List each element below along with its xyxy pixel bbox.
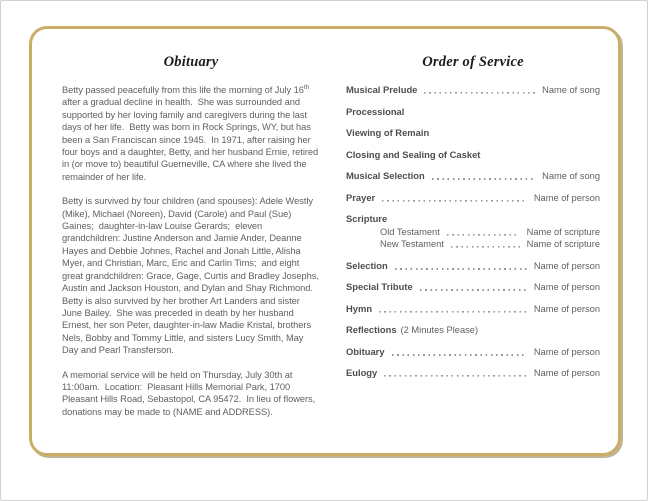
service-list — [346, 84, 600, 379]
service-item-label: Reflections — [346, 324, 397, 335]
service-item-value: Name of scripture — [526, 227, 600, 237]
dotted-leader — [424, 92, 535, 94]
service-item — [346, 106, 600, 118]
service-item-label: Old Testament — [380, 226, 440, 237]
service-item — [346, 149, 600, 161]
obituary-paragraph-1-text: Betty passed peacefully from this life the morning of July 16 — [62, 85, 304, 95]
dotted-leader — [392, 354, 527, 356]
service-item — [346, 213, 600, 225]
dotted-leader — [379, 311, 527, 313]
service-item — [346, 127, 600, 139]
service-item-label: Prayer — [346, 191, 376, 203]
service-item — [346, 260, 600, 272]
obituary-paragraph-2: Betty is survived by four children (and spouses): Adele Westly (Mike), Michael (Noreen), David (Carole) and Paul (Sue) Gaines; daughter-in-law Louise Gerards; eleven grandchildren: Justine Anderson and Jamie Ander, Deanne Hayes and Debbie Johnes, Rachel and Jonah Little, Alisha Myer, and Christian, Marc, Eric and Carlin Tims; and eight great grandchildren: Grace, Gage, Curtis and Bradley Josephs, Austin and Jackson Houston, and Dylan and Shay Richmond. Betty is also survived by her brother Art Landers and sister June Bailey. She was preceded in death by her husband Ernest, her son Peter, daughter-in-law Madie Kristal, brothers Nels, Bobby and Tommy Little, and sisters Lucy Smith, May Day and Pearl Transferson. — [62, 196, 321, 356]
service-item-label: Special Tribute — [346, 281, 413, 292]
service-subitem — [346, 226, 600, 238]
dotted-leader — [432, 178, 535, 180]
service-item-label: Hymn — [346, 302, 373, 314]
obituary-column — [62, 54, 320, 453]
service-item — [346, 84, 600, 96]
service-item-label: Obituary — [346, 345, 385, 357]
ordinal-superscript: th — [303, 83, 310, 91]
dotted-leader — [447, 234, 520, 236]
service-item-value: Name of song — [542, 85, 600, 95]
service-item-value: Name of person — [533, 282, 600, 292]
program-card — [29, 26, 621, 456]
service-item-label: Musical Selection — [346, 170, 425, 181]
service-item-label: Closing and Sealing of Casket — [346, 148, 481, 160]
service-item-label: Musical Prelude — [346, 84, 418, 95]
dotted-leader — [395, 268, 527, 270]
service-item-value: Name of person — [533, 368, 600, 378]
service-item-value: Name of person — [533, 303, 600, 314]
service-item-value: Name of person — [533, 192, 600, 203]
obituary-paragraph-1 — [62, 84, 320, 183]
dotted-leader — [384, 375, 527, 377]
service-item-label: Viewing of Remain — [346, 127, 430, 138]
obituary-paragraph-3: A memorial service will be held on Thursday, July 30th at 11:00am. Location: Pleasant Hills Memorial Park, 1700 Pleasant Hills Road, Sebastopol, CA 95472. In lieu of flowers, donations may be made to (NAME and ADDRESS). — [62, 369, 318, 417]
obituary-title: Obituary — [163, 54, 219, 70]
service-item — [346, 303, 600, 315]
service-item — [346, 367, 600, 379]
service-item — [346, 192, 600, 204]
dotted-leader — [382, 200, 527, 202]
service-item-note: (2 Minutes Please) — [400, 325, 479, 335]
service-item — [346, 324, 600, 336]
service-item-value: Name of scripture — [526, 239, 600, 249]
service-item — [346, 170, 600, 182]
obituary-paragraph-1-continued: after a gradual decline in health. She was surrounded and supported by her loving family and caregivers during the last days of her life. Betty was born in Rock Springs, WY, but has been a San Franciscan since 1945. In 1971, after raising her four boys and a daughter, Betty, and her husband Ernie, retired in (or move to) beautiful Guerneville, CA where she lived the remainder of her life. — [62, 85, 321, 182]
service-subitem — [346, 238, 600, 250]
service-item-label: Eulogy — [346, 367, 378, 378]
service-item — [346, 281, 600, 293]
service-item-value: Name of person — [533, 346, 600, 357]
dotted-leader — [420, 289, 527, 291]
service-item-label: Processional — [346, 105, 405, 117]
service-item-label: Scripture — [346, 213, 388, 224]
service-item-value: Name of person — [533, 260, 600, 271]
order-of-service-column — [346, 54, 600, 453]
service-item — [346, 346, 600, 358]
service-item-label: New Testament — [380, 238, 444, 249]
dotted-leader — [451, 246, 520, 248]
service-item-label: Selection — [346, 259, 388, 271]
service-item-value: Name of song — [542, 171, 600, 181]
order-of-service-title: Order of Service — [422, 54, 524, 70]
